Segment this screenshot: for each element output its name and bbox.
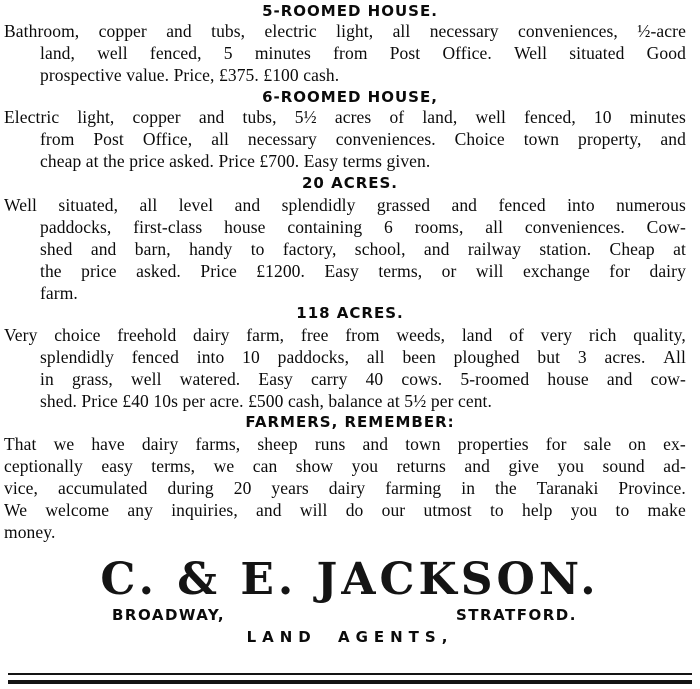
word: all (366, 347, 385, 367)
word: from (40, 129, 75, 149)
word: to (615, 500, 630, 520)
word: in (461, 478, 476, 498)
word: returns (396, 456, 446, 476)
word: you (570, 500, 598, 520)
listing-text-line (40, 216, 686, 238)
word: and (660, 129, 686, 149)
word: in (40, 369, 54, 389)
word: fenced (131, 347, 179, 367)
word: shed (40, 239, 73, 259)
word: Cow- (646, 217, 686, 237)
word: conveniences. (335, 129, 436, 149)
word: during (167, 478, 214, 498)
word: or (441, 261, 457, 281)
word: well (131, 369, 162, 389)
word: utmost (423, 500, 472, 520)
word: school, (354, 239, 406, 259)
word: ploughed (453, 347, 520, 367)
word: can (252, 456, 278, 476)
word: grassed (376, 195, 431, 215)
word: price (81, 261, 117, 281)
word: Easy (258, 369, 293, 389)
word: situated (569, 43, 625, 63)
listing-text-line (4, 324, 686, 346)
word: minutes (254, 43, 311, 63)
word: and (464, 456, 490, 476)
word: for (609, 261, 631, 281)
word: ½-acre (637, 21, 686, 41)
word: splendidly (40, 347, 114, 367)
word: Good (646, 43, 686, 63)
word: level (178, 195, 214, 215)
word: station. (539, 239, 592, 259)
word: watered. (179, 369, 241, 389)
word: and (256, 500, 282, 520)
word: farms, (195, 434, 241, 454)
word: to (250, 239, 265, 259)
word: Choice (454, 129, 505, 149)
word: years (271, 478, 309, 498)
firm-name: C. & E. JACKSON. (100, 554, 600, 605)
word: sound (602, 456, 645, 476)
word: terms, (378, 261, 423, 281)
word: dairy (649, 261, 686, 281)
word: 5 (223, 43, 233, 63)
word: fenced (498, 195, 546, 215)
word: all (139, 195, 158, 215)
section-heading-farmers-remember: FARMERS, REMEMBER: (245, 413, 455, 431)
word: Easy (324, 261, 359, 281)
word: we (213, 456, 235, 476)
word: on (628, 434, 647, 454)
word: Well (514, 43, 548, 63)
word: sheep (257, 434, 298, 454)
word: very (540, 325, 573, 345)
street-address: BROADWAY, (112, 606, 226, 624)
closing-text-line: money. (4, 522, 56, 542)
listing-text-line (4, 194, 686, 216)
word: and (362, 434, 389, 454)
listing-text-line (40, 128, 686, 150)
word: rooms, (414, 217, 464, 237)
word: into (567, 195, 595, 215)
word: exchange (522, 261, 590, 281)
word: terms, (151, 456, 196, 476)
closing-text-line (4, 455, 686, 477)
word: fenced, (524, 107, 576, 127)
word: 5½ (294, 107, 317, 127)
word: barn, (134, 239, 171, 259)
word: house (547, 369, 589, 389)
closing-text-line (4, 477, 686, 499)
word: property, (578, 129, 642, 149)
word: to (489, 500, 504, 520)
word: weeds, (396, 325, 446, 345)
word: carry (310, 369, 348, 389)
word: Price (200, 261, 237, 281)
word: situated, (58, 195, 119, 215)
word: you (557, 456, 584, 476)
word: Taranaki (536, 478, 599, 498)
word: freehold (117, 325, 177, 345)
occupation-line: LAND AGENTS, (246, 628, 454, 646)
word: railway (467, 239, 522, 259)
word: been (402, 347, 436, 367)
word: quality, (633, 325, 686, 345)
word: house (224, 217, 266, 237)
word: Province. (618, 478, 686, 498)
word: vice, (4, 478, 39, 498)
word: town (405, 434, 441, 454)
word: Post (389, 43, 421, 63)
word: all (211, 129, 229, 149)
word: we (53, 434, 75, 454)
word: from (345, 325, 380, 345)
word: Office. (442, 43, 492, 63)
word: 6 (384, 217, 393, 237)
word: ex- (663, 434, 686, 454)
listing-text-line: cheap at the price asked. Price £700. Easy terms given. (40, 151, 431, 171)
word: 3 (577, 347, 587, 367)
word: handy (189, 239, 233, 259)
town-name: STRATFORD. (456, 606, 577, 624)
listing-text-line: prospective value. Price, £375. £100 cash. (40, 65, 340, 85)
word: land (461, 325, 493, 345)
section-heading-20-acres: 20 ACRES. (301, 174, 398, 192)
word: ceptionally (4, 456, 83, 476)
word: properties (457, 434, 529, 454)
word: well (475, 107, 506, 127)
word: tubs, (242, 107, 277, 127)
listing-text-line: shed. Price £40 10s per acre. £500 cash, balance at 5½ per cent. (40, 391, 492, 411)
word: but (537, 347, 561, 367)
word: our (381, 500, 406, 520)
word: Well (4, 195, 38, 215)
word: town (523, 129, 560, 149)
word: make (647, 500, 686, 520)
word: 10 (593, 107, 612, 127)
word: necessary (247, 129, 317, 149)
word: runs (314, 434, 346, 454)
bottom-rule-thin (8, 673, 692, 675)
word: £1200. (256, 261, 306, 281)
word: and (90, 239, 117, 259)
word: sale (583, 434, 612, 454)
word: at (673, 239, 686, 259)
word: easy (101, 456, 133, 476)
word: all (485, 217, 504, 237)
word: Electric (4, 107, 60, 127)
word: copper (132, 107, 181, 127)
section-heading-5-roomed-house: 5-ROOMED HOUSE. (262, 2, 438, 20)
word: numerous (616, 195, 686, 215)
word: Post (93, 129, 124, 149)
listing-text-line (40, 346, 686, 368)
word: minutes (629, 107, 686, 127)
word: Cheap (609, 239, 655, 259)
word: 5-roomed (460, 369, 530, 389)
word: Office, (142, 129, 193, 149)
word: asked. (136, 261, 181, 281)
word: into (196, 347, 225, 367)
listing-text-line (4, 20, 686, 42)
word: splendidly (281, 195, 356, 215)
word: conveniences, (517, 21, 618, 41)
word: light, (77, 107, 115, 127)
word: 40 (365, 369, 384, 389)
word: paddocks, (277, 347, 350, 367)
word: 20 (233, 478, 252, 498)
word: will (475, 261, 504, 281)
word: tubs, (211, 21, 246, 41)
word: rich (588, 325, 617, 345)
word: conveniences. (524, 217, 625, 237)
word: and (234, 195, 261, 215)
word: Very (4, 325, 38, 345)
word: All (663, 347, 686, 367)
word: containing (287, 217, 363, 237)
word: the (495, 478, 517, 498)
word: welcome (45, 500, 110, 520)
closing-text-line (4, 433, 686, 455)
listing-text-line (40, 368, 686, 390)
word: dairy (193, 325, 230, 345)
word: factory, (282, 239, 337, 259)
word: cow- (650, 369, 686, 389)
closing-text-line (4, 499, 686, 521)
word: from (333, 43, 368, 63)
word: land, (40, 43, 76, 63)
word: farm, (246, 325, 285, 345)
section-heading-118-acres: 118 ACRES. (296, 304, 404, 322)
listing-text-line (40, 260, 686, 282)
word: have (91, 434, 125, 454)
word: for (545, 434, 567, 454)
word: electric (264, 21, 317, 41)
listing-text-line: farm. (40, 283, 78, 303)
word: the (40, 261, 62, 281)
word: farming (385, 478, 442, 498)
word: ad- (663, 456, 686, 476)
word: all (392, 21, 411, 41)
word: give (508, 456, 539, 476)
word: copper (98, 21, 147, 41)
word: grass, (71, 369, 113, 389)
listing-text-line (40, 42, 686, 64)
word: That (4, 434, 37, 454)
word: accumulated (57, 478, 148, 498)
word: show (295, 456, 334, 476)
word: acres. (604, 347, 646, 367)
listing-text-line (4, 106, 686, 128)
word: dairy (328, 478, 366, 498)
word: and (451, 195, 478, 215)
word: fenced, (149, 43, 202, 63)
word: and (423, 239, 450, 259)
word: light, (336, 21, 374, 41)
word: and (166, 21, 192, 41)
word: inquiries, (171, 500, 238, 520)
section-heading-6-roomed-house: 6-ROOMED HOUSE, (262, 88, 438, 106)
word: and (606, 369, 633, 389)
word: of (509, 325, 524, 345)
bottom-rule-thick (8, 680, 692, 684)
word: acres (334, 107, 372, 127)
word: any (127, 500, 153, 520)
word: Bathroom, (4, 21, 80, 41)
word: and (198, 107, 225, 127)
word: you (351, 456, 379, 476)
word: necessary (429, 21, 499, 41)
word: cows. (401, 369, 443, 389)
word: dairy (141, 434, 179, 454)
word: of (389, 107, 405, 127)
word: will (299, 500, 328, 520)
word: first-class (133, 217, 203, 237)
word: land, (422, 107, 458, 127)
word: free (300, 325, 329, 345)
word: do (345, 500, 364, 520)
word: well (97, 43, 128, 63)
word: We (4, 500, 28, 520)
word: help (521, 500, 553, 520)
listing-text-line (40, 238, 686, 260)
word: paddocks, (40, 217, 112, 237)
word: choice (54, 325, 101, 345)
word: 10 (242, 347, 260, 367)
